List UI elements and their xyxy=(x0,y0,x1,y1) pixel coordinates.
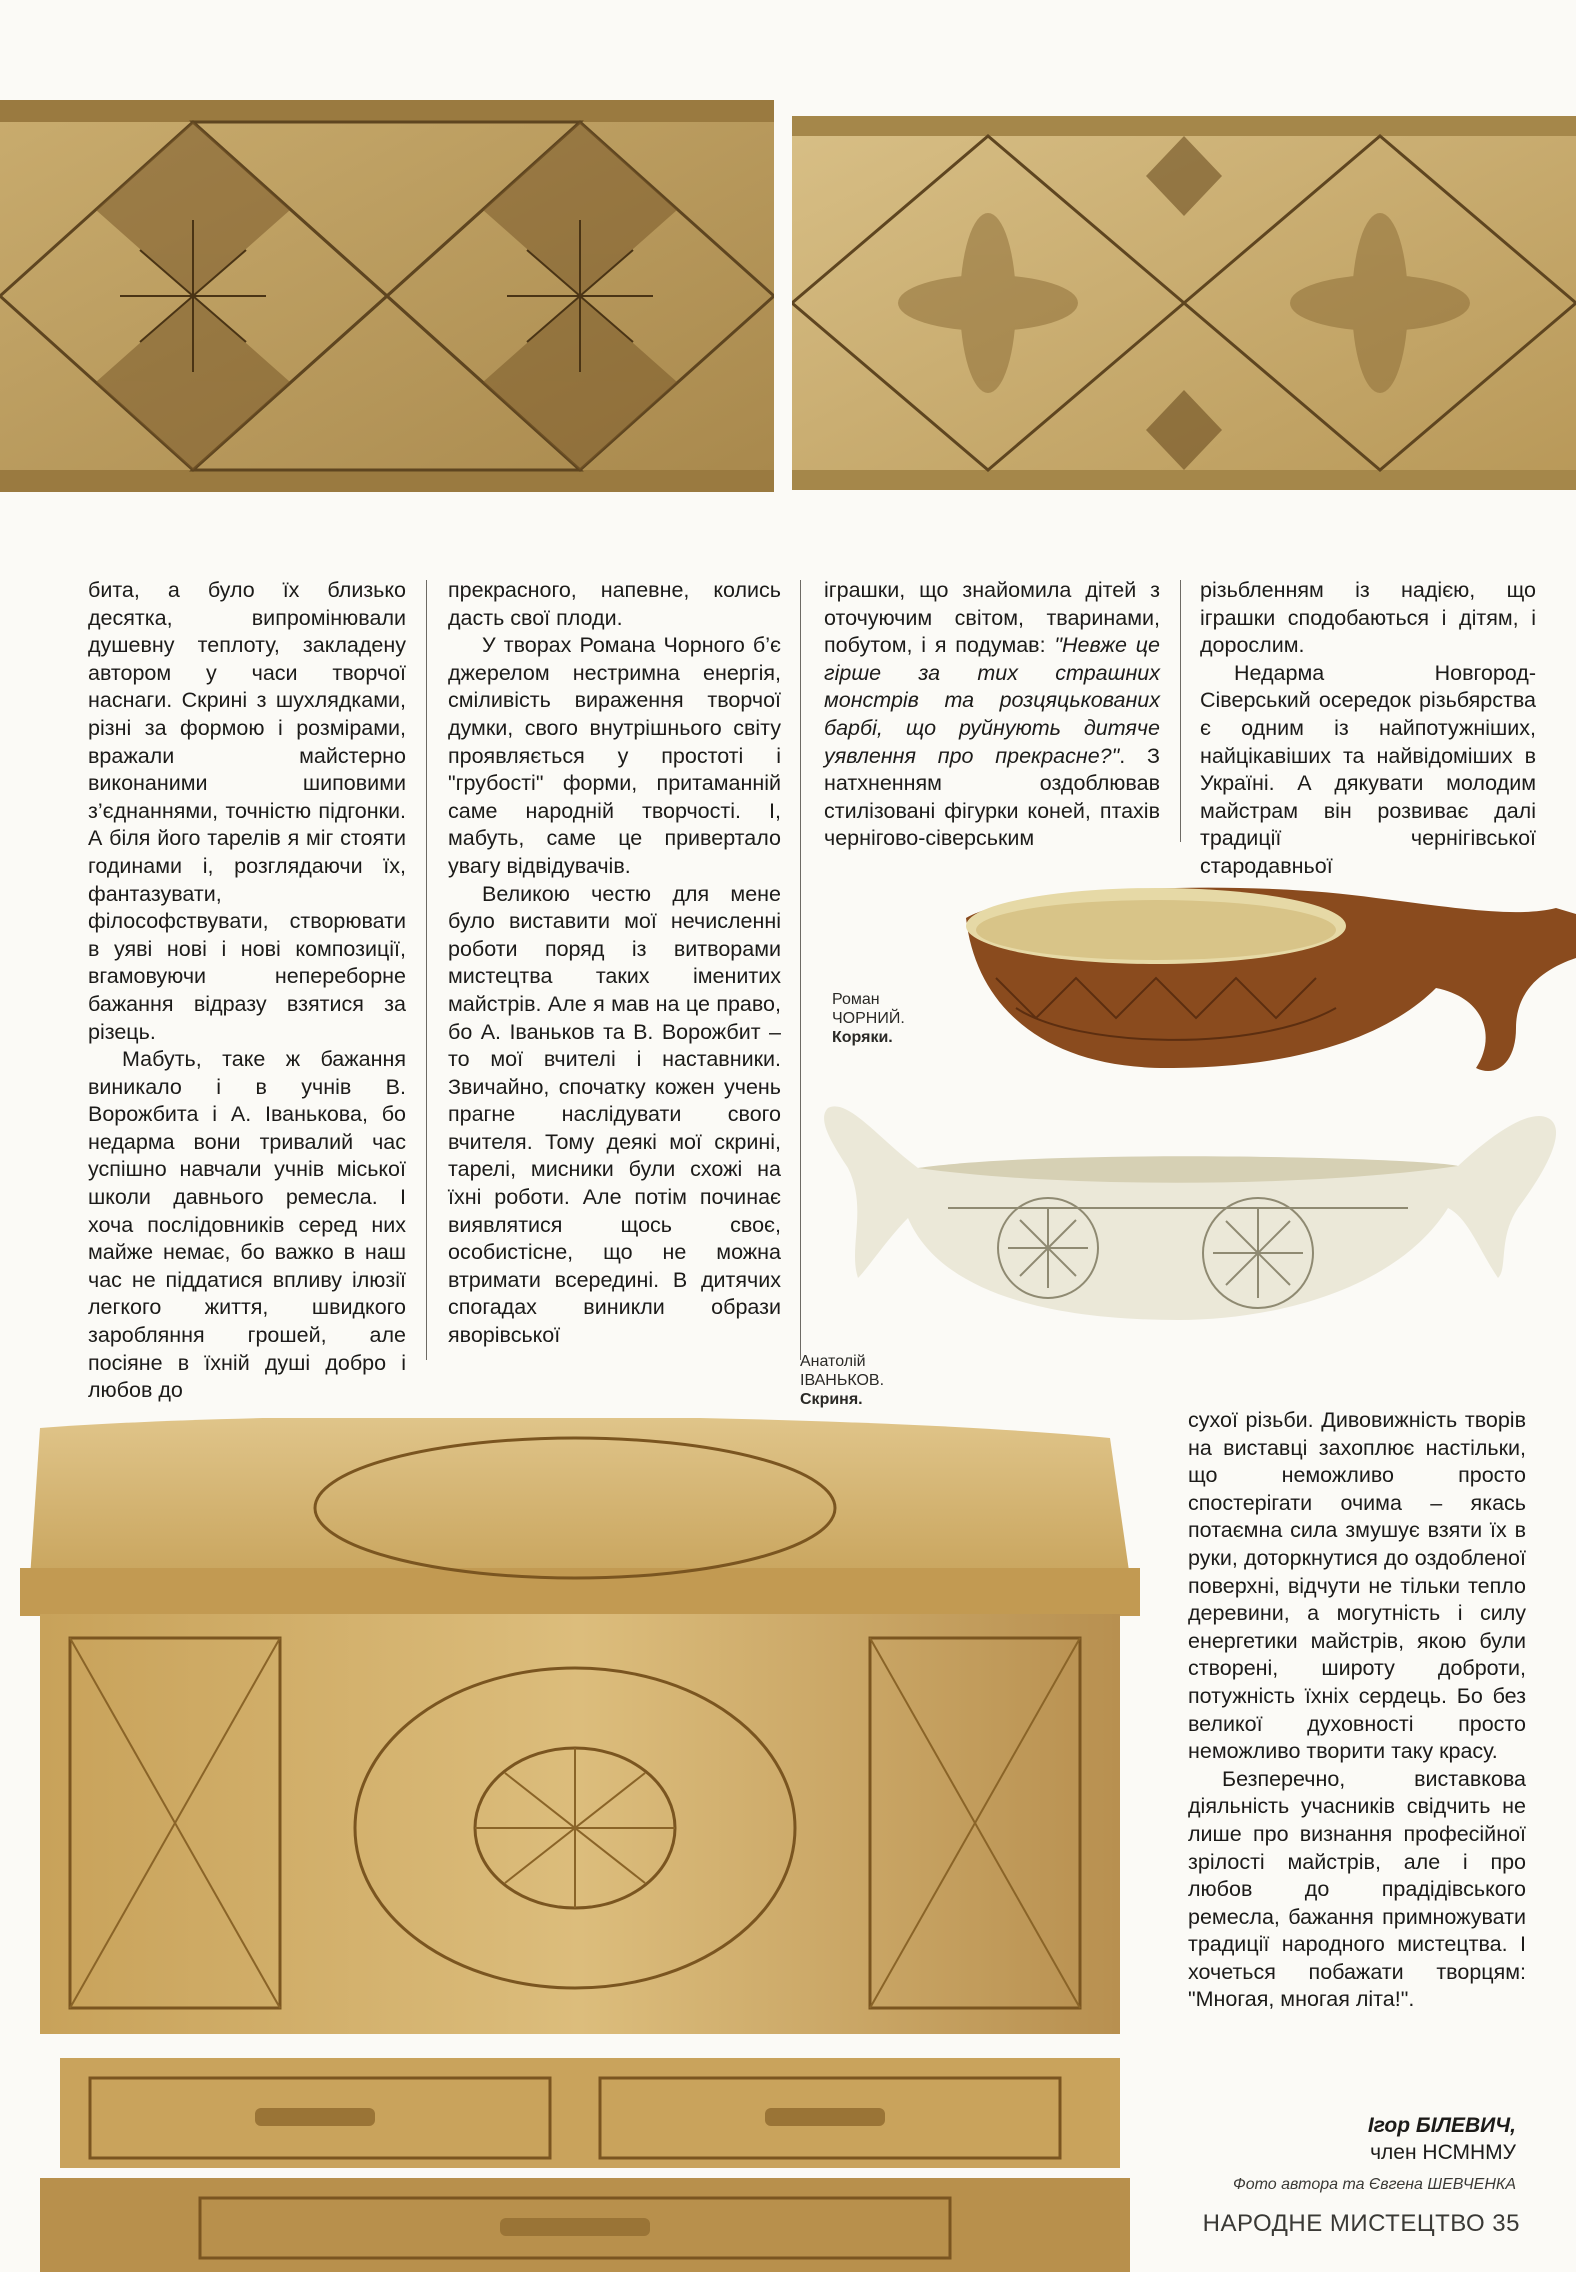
page-number: 35 xyxy=(1492,2210,1520,2237)
paragraph: прекрасного, напевне, колись дасть свої плоди. xyxy=(448,578,781,630)
paragraph: Мабуть, таке ж бажання виникало і в учнів В. Ворожбита і А. Іванькова, бо недарма вони тривалий час успішно навчали учнів міської школи давнього ремесла. І хоча послідовників серед них майже немає, бо важко в наш час не піддатися впливу ілюзії легкого життя, швидкого заробляння грошей, але посіяне в їхній душі добро і любов до xyxy=(88,1047,406,1403)
carved-panel-right-photo xyxy=(792,116,1576,490)
paragraph: Великою честю для мене було виставити мої нечисленні роботи поряд із витворами мистецтва таких іменитих майстрів. Але я мав на це право, бо А. Іваньков та В. Ворожбит – то мої вчителі і наставники. Звичайно, спочатку кожен учень прагне наслідувати свого вчителя. Тому деякі мої скрині, тарелі, мисники були схожі на їхні роботи. Але потім починає виявлятися щось своє, особистісне, що не можна втримати всередині. В дитячих спогадах виникли образи яворівської xyxy=(448,881,781,1348)
caption-author-first: Анатолій xyxy=(800,1353,866,1370)
magazine-name: НАРОДНЕ МИСТЕЦТВО xyxy=(1202,2210,1486,2237)
caption-skrynia xyxy=(800,1352,884,1409)
paragraph: Недарма Новгород-Сіверський осередок різьбярства є одним із найпотужніших, найцікавіших та найвідоміших в Україні. А дякувати молодим майстрам він розвиває далі традиції чернігівської стародавньої xyxy=(1200,660,1536,878)
koriak-light-photo xyxy=(808,1098,1576,1328)
caption-title: Коряки. xyxy=(832,1029,893,1046)
caption-koriaky xyxy=(832,990,905,1047)
text-column-4 xyxy=(1200,577,1536,881)
column-divider xyxy=(1180,580,1181,842)
paragraph: Безперечно, виставкова діяльність учасників свідчить не лише про визнання професійної зрілості майстрів, але і про любов до прадідівського ремесла, бажання примножувати традиції народного мистецтва. І хочеться побажати творцям: "Многая, многая літа!". xyxy=(1188,1766,1526,2012)
author-name: Ігор БІЛЕВИЧ, xyxy=(1367,2114,1516,2137)
paragraph: бита, а було їх близько десятка, випромінювали душевну теплоту, закладену автором у часи творчої наснаги. Скрині з шухлядками, різні за формою і розмірами, вражали майстерно виконаними шиповими з’єднаннями, точністю підгонки. А біля його тарелів я міг стояти годинами і, розглядаючи їх, фантазувати, філософствувати, створювати в уяві нові і нові композиції, вгамовуючи непереборне бажання відразу взятися за різець. xyxy=(88,578,406,1044)
text-column-2 xyxy=(448,577,781,1350)
caption-author-last: ЧОРНИЙ. xyxy=(832,1010,905,1027)
photo-credit: Фото автора та Євгена ШЕВЧЕНКА xyxy=(1232,2176,1516,2193)
koriak-dark-photo xyxy=(956,878,1576,1082)
paragraph: сухої різьби. Дивовижність творів на виставці захоплює настільки, що неможливо просто спостерігати очима – якась потаємна сила змушує взяти їх в руки, доторкнутися до оздобленої поверхні, відчути не тільки тепло деревини, а могутність і силу енергетики майстрів, якою були створені, широту доброти, потужність їхніх сердець. Бо без великої духовності просто неможливо творити таку красу. xyxy=(1188,1408,1526,1764)
carved-panel-left-photo xyxy=(0,100,774,492)
text-column-1 xyxy=(88,577,406,1405)
caption-author-last: ІВАНЬКОВ. xyxy=(800,1372,885,1389)
page-footer xyxy=(1203,2210,1520,2238)
chest-photo xyxy=(0,1418,1150,2272)
author-signature xyxy=(1368,2112,1516,2166)
quote: "Невже це гірше за тих страшних монстрів та розцяцькованих барбі, що руйнують дитяче уявлення про прекрасне?" xyxy=(824,633,1161,768)
column-divider xyxy=(800,580,801,1360)
paragraph: іграшки, що знайомила дітей з оточуючим світом, тваринами, побутом, і я подумав: "Невже це гірше за тих страшних монстрів та розцяцькованих барбі, що руйнують дитяче уявлення про прекрасне?". З натхненням оздоблював стилізовані фігурки коней, птахів чернігово-сіверським xyxy=(824,578,1161,851)
caption-author-first: Роман xyxy=(832,991,880,1008)
paragraph: різьбленням із надією, що іграшки сподобаються і дітям, і дорослим. xyxy=(1200,578,1536,658)
author-role: член НСМНМУ xyxy=(1370,2141,1516,2164)
caption-title: Скриня. xyxy=(800,1391,863,1408)
text-column-5 xyxy=(1188,1407,1526,2014)
column-divider xyxy=(426,580,427,1360)
paragraph: У творах Романа Чорного б’є джерелом нестримна енергія, сміливість вираження творчої думки, свого внутрішнього світу проявляється у простоті і "грубості" форми, притаманній саме народній творчості. І, мабуть, саме це привертало увагу відвідувачів. xyxy=(448,633,781,878)
text-column-3 xyxy=(824,577,1160,853)
